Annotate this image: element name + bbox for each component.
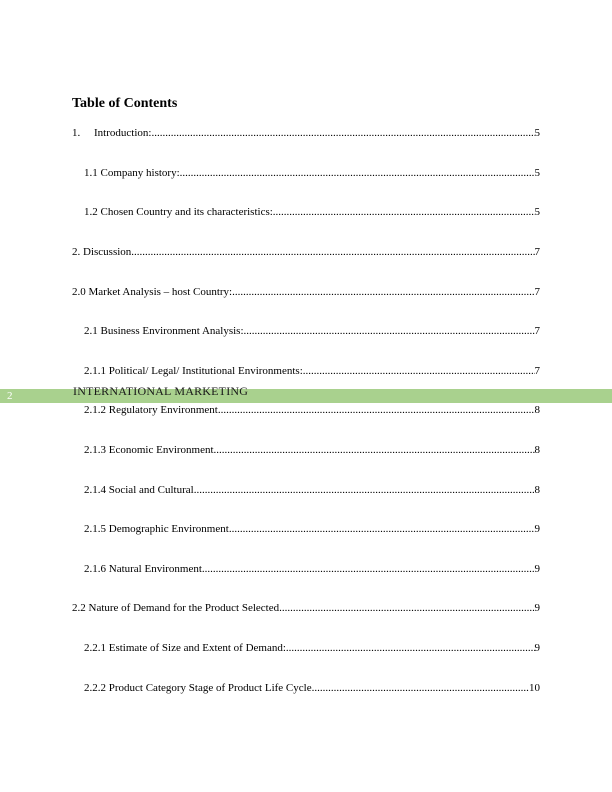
toc-entry[interactable]	[84, 403, 540, 417]
toc-entry-label: 2.2 Nature of Demand for the Product Selected	[72, 602, 280, 614]
toc-entry-label: 2.1.1 Political/ Legal/ Institutional Environments:	[84, 365, 303, 377]
toc-entry-page: 8	[534, 404, 540, 416]
toc-entry[interactable]	[84, 522, 540, 536]
toc-leader-dots	[151, 126, 534, 140]
toc-entry[interactable]	[72, 126, 540, 140]
toc-entry-page: 8	[534, 484, 540, 496]
toc-leader-dots	[303, 364, 535, 378]
running-header-title: INTERNATIONAL MARKETING	[73, 384, 249, 398]
toc-title: Table of Contents	[72, 96, 178, 111]
toc-entry-label: 2.1.6 Natural Environment	[84, 563, 202, 575]
toc-entry-label: 2.2.1 Estimate of Size and Extent of Demand:	[84, 642, 286, 654]
toc-entry-page: 9	[534, 523, 540, 535]
toc-entry[interactable]	[84, 166, 540, 180]
toc-entry[interactable]	[84, 364, 540, 378]
toc-leader-dots	[218, 403, 535, 417]
toc-leader-dots	[194, 483, 535, 497]
toc-leader-dots	[312, 681, 529, 695]
toc-entry[interactable]	[84, 641, 540, 655]
toc-entry-page: 5	[534, 206, 540, 218]
toc-entry-label: 2.1.3 Economic Environment	[84, 444, 214, 456]
toc-leader-dots	[286, 641, 535, 655]
toc-leader-dots	[279, 601, 534, 615]
toc-entry-page: 5	[534, 167, 540, 179]
toc-entry[interactable]	[72, 245, 540, 259]
toc-entry-label: 2.1 Business Environment Analysis:	[84, 325, 244, 337]
toc-leader-dots	[232, 285, 534, 299]
toc-entry-label: 2.1.5 Demographic Environment	[84, 523, 229, 535]
toc-entry-label: 2.1.4 Social and Cultural	[84, 484, 194, 496]
toc-entry-page: 9	[534, 563, 540, 575]
toc-leader-dots	[273, 205, 535, 219]
toc-entry-label: 2.2.2 Product Category Stage of Product Life Cycle	[84, 682, 312, 694]
toc-leader-dots	[202, 562, 535, 576]
toc-entry-page: 8	[534, 444, 540, 456]
toc-entry[interactable]	[84, 483, 540, 497]
toc-entry-page: 7	[534, 246, 540, 258]
toc-entry[interactable]	[84, 443, 540, 457]
toc-entry-page: 7	[534, 286, 540, 298]
toc-entry[interactable]	[84, 205, 540, 219]
toc-entry-label: 2.1.2 Regulatory Environment	[84, 404, 218, 416]
toc-entry-label: 2. Discussion	[72, 246, 132, 258]
toc-entry[interactable]	[72, 601, 540, 615]
toc-entry[interactable]	[84, 324, 540, 338]
page-number: 2	[7, 390, 13, 402]
toc-entry-page: 9	[534, 642, 540, 654]
toc-entry-page: 10	[529, 682, 540, 694]
toc-entry[interactable]	[84, 681, 540, 695]
toc-entry-label: 2.0 Market Analysis – host Country:	[72, 286, 233, 298]
toc-leader-dots	[214, 443, 535, 457]
toc-leader-dots	[229, 522, 535, 536]
toc-entry-page: 5	[534, 127, 540, 139]
toc-entry-number: 1.	[72, 127, 81, 139]
toc-entry-page: 9	[534, 602, 540, 614]
toc-entry-label: Introduction:	[94, 127, 152, 139]
toc-entry[interactable]	[72, 285, 540, 299]
toc-entry-label: 1.1 Company history:	[84, 167, 180, 179]
toc-entry[interactable]	[84, 562, 540, 576]
toc-leader-dots	[131, 245, 534, 259]
toc-entry-label: 1.2 Chosen Country and its characteristics:	[84, 206, 273, 218]
toc-leader-dots	[180, 166, 535, 180]
toc-entry-page: 7	[534, 365, 540, 377]
toc-leader-dots	[244, 324, 535, 338]
toc-entry-page: 7	[534, 325, 540, 337]
